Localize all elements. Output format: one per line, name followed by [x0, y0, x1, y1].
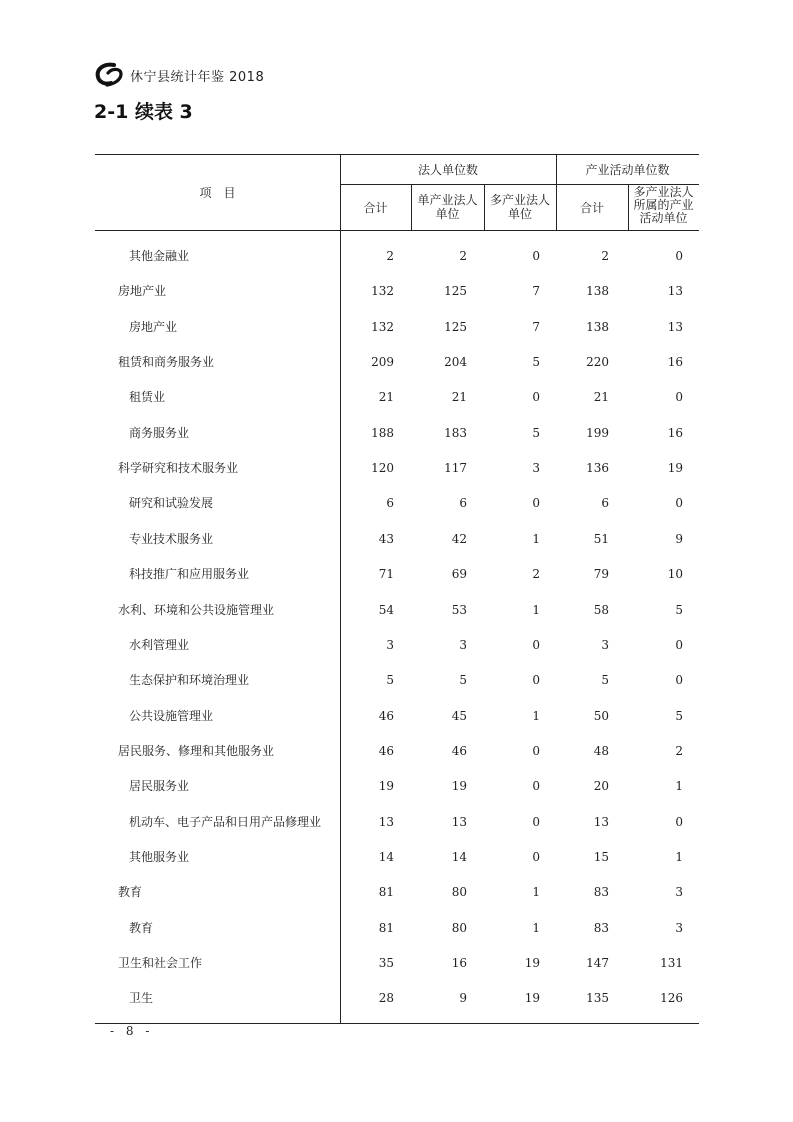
cell-value: 0 — [675, 496, 683, 511]
cell-value: 1 — [532, 531, 540, 546]
cell-value: 0 — [532, 249, 540, 263]
table-row — [95, 281, 699, 301]
cell-value: 120 — [371, 461, 394, 476]
table-title: 2-1 续表 3 — [94, 101, 193, 123]
cell-value: 0 — [532, 390, 540, 405]
cell-value: 0 — [532, 637, 540, 652]
cell-value: 80 — [451, 885, 467, 900]
cell-value: 0 — [532, 779, 540, 794]
table-row — [95, 882, 699, 902]
cell-value: 83 — [593, 885, 609, 900]
cell-value: 183 — [444, 425, 467, 440]
row-label: 机动车、电子产品和日用产品修理业 — [129, 814, 322, 829]
cell-value: 0 — [675, 673, 683, 688]
cell-value: 48 — [593, 743, 609, 758]
multi-industry-activity-header: 多产业法人 所属的产业 活动单位 — [633, 185, 694, 225]
cell-value: 204 — [444, 355, 467, 370]
cell-value: 13 — [593, 814, 609, 829]
cell-value: 9 — [675, 531, 683, 546]
cell-value: 5 — [532, 355, 540, 370]
table-row — [95, 493, 699, 513]
cell-value: 138 — [586, 284, 609, 299]
cell-value: 5 — [675, 708, 683, 723]
book-title: 休宁县统计年鉴 2018 — [130, 69, 265, 85]
table-row — [95, 847, 699, 867]
cell-value: 13 — [667, 319, 683, 334]
cell-value: 21 — [593, 390, 609, 405]
cell-value: 131 — [660, 956, 683, 970]
row-label: 居民服务、修理和其他服务业 — [118, 743, 275, 758]
cell-value: 3 — [386, 637, 394, 652]
table-row — [95, 458, 699, 478]
row-label: 教育 — [118, 885, 143, 900]
table-row — [95, 352, 699, 372]
item-column-header: 项 目 — [199, 186, 236, 200]
cell-value: 5 — [675, 602, 683, 617]
cell-value: 1 — [532, 708, 540, 723]
cell-value: 0 — [532, 496, 540, 511]
row-label: 房地产业 — [118, 284, 167, 299]
cell-value: 16 — [667, 355, 683, 370]
cell-value: 1 — [675, 779, 683, 794]
cell-value: 126 — [660, 991, 683, 1006]
cell-value: 35 — [378, 956, 394, 970]
cell-value: 7 — [532, 284, 540, 299]
cell-value: 5 — [601, 673, 609, 688]
cell-value: 46 — [378, 708, 394, 723]
cell-value: 16 — [451, 956, 467, 970]
table-row — [95, 246, 699, 266]
cell-value: 13 — [378, 814, 394, 829]
cell-value: 2 — [675, 743, 683, 758]
cell-value: 188 — [371, 425, 394, 440]
cell-value: 3 — [601, 637, 609, 652]
cell-value: 51 — [593, 531, 609, 546]
page-number: - 8 - — [110, 1024, 154, 1038]
table-row — [95, 564, 699, 584]
cell-value: 1 — [532, 920, 540, 935]
row-label: 租赁业 — [129, 390, 166, 405]
row-label: 科技推广和应用服务业 — [129, 567, 250, 582]
row-label: 研究和试验发展 — [129, 496, 214, 511]
cell-value: 135 — [586, 991, 609, 1006]
cell-value: 125 — [444, 319, 467, 334]
cell-value: 79 — [593, 567, 609, 582]
table-row — [95, 741, 699, 761]
row-label: 卫生和社会工作 — [118, 956, 203, 970]
cell-value: 1 — [675, 849, 683, 864]
cell-value: 0 — [532, 849, 540, 864]
cell-value: 5 — [386, 673, 394, 688]
table-row — [95, 706, 699, 726]
cell-value: 147 — [586, 956, 609, 970]
row-label: 教育 — [129, 920, 154, 935]
row-label: 水利、环境和公共设施管理业 — [118, 602, 275, 617]
table-row — [95, 776, 699, 796]
cell-value: 3 — [532, 461, 540, 476]
table-row — [95, 317, 699, 337]
cell-value: 117 — [444, 461, 467, 476]
cell-value: 0 — [532, 814, 540, 829]
cell-value: 136 — [586, 461, 609, 476]
row-label: 科学研究和技术服务业 — [118, 461, 239, 476]
row-label: 公共设施管理业 — [129, 708, 214, 723]
cell-value: 3 — [675, 885, 683, 900]
cell-value: 21 — [451, 390, 467, 405]
cell-value: 132 — [371, 284, 394, 299]
cell-value: 2 — [601, 249, 609, 263]
cell-value: 21 — [378, 390, 394, 405]
row-label: 租赁和商务服务业 — [118, 355, 215, 370]
cell-value: 0 — [532, 743, 540, 758]
cell-value: 0 — [675, 637, 683, 652]
cell-value: 43 — [378, 531, 394, 546]
cell-value: 1 — [532, 885, 540, 900]
cell-value: 19 — [667, 461, 683, 476]
cell-value: 71 — [378, 567, 394, 582]
cell-value: 13 — [451, 814, 467, 829]
cell-value: 45 — [451, 708, 467, 723]
row-label: 其他金融业 — [129, 249, 190, 263]
cell-value: 2 — [532, 567, 540, 582]
table-row — [95, 953, 699, 973]
table-row — [95, 812, 699, 832]
cell-value: 138 — [586, 319, 609, 334]
cell-value: 5 — [532, 425, 540, 440]
table-row — [95, 529, 699, 549]
multi-industry-header: 多产业法人 单位 — [489, 193, 550, 221]
cell-value: 5 — [459, 673, 467, 688]
cell-value: 58 — [593, 602, 609, 617]
table-row — [95, 423, 699, 443]
table-row — [95, 918, 699, 938]
table-top-rule — [95, 154, 699, 155]
cell-value: 13 — [667, 284, 683, 299]
running-header — [94, 60, 264, 90]
cell-value: 28 — [378, 991, 394, 1006]
row-label: 水利管理业 — [129, 637, 190, 652]
cell-value: 2 — [386, 249, 394, 263]
cell-value: 125 — [444, 284, 467, 299]
legal-units-group-header: 法人单位数 — [417, 163, 478, 177]
cell-value: 6 — [459, 496, 467, 511]
cell-value: 0 — [675, 249, 683, 263]
activity-total-header: 合计 — [579, 201, 604, 215]
table-header-rule — [95, 230, 699, 231]
cell-value: 6 — [601, 496, 609, 511]
cell-value: 15 — [593, 849, 609, 864]
cell-value: 2 — [459, 249, 467, 263]
row-label: 专业技术服务业 — [129, 531, 214, 546]
table-row — [95, 387, 699, 407]
cell-value: 19 — [524, 956, 540, 970]
table-row — [95, 600, 699, 620]
yearbook-logo-icon — [94, 62, 124, 88]
cell-value: 7 — [532, 319, 540, 334]
cell-value: 14 — [451, 849, 467, 864]
cell-value: 54 — [378, 602, 394, 617]
cell-value: 46 — [378, 743, 394, 758]
row-label: 其他服务业 — [129, 849, 190, 864]
row-label: 卫生 — [129, 991, 154, 1006]
cell-value: 19 — [378, 779, 394, 794]
cell-value: 83 — [593, 920, 609, 935]
cell-value: 9 — [459, 991, 467, 1006]
cell-value: 53 — [451, 602, 467, 617]
table-row — [95, 988, 699, 1008]
cell-value: 6 — [386, 496, 394, 511]
cell-value: 199 — [586, 425, 609, 440]
cell-value: 14 — [378, 849, 394, 864]
cell-value: 81 — [378, 885, 394, 900]
row-label: 商务服务业 — [129, 425, 190, 440]
cell-value: 209 — [371, 355, 394, 370]
row-label: 房地产业 — [129, 319, 178, 334]
cell-value: 46 — [451, 743, 467, 758]
cell-value: 20 — [593, 779, 609, 794]
table-bottom-rule — [95, 1023, 699, 1024]
cell-value: 132 — [371, 319, 394, 334]
cell-value: 16 — [667, 425, 683, 440]
cell-value: 80 — [451, 920, 467, 935]
cell-value: 3 — [459, 637, 467, 652]
table-row — [95, 670, 699, 690]
legal-total-header: 合计 — [363, 201, 388, 215]
cell-value: 1 — [532, 602, 540, 617]
cell-value: 0 — [675, 390, 683, 405]
cell-value: 10 — [667, 567, 683, 582]
cell-value: 19 — [451, 779, 467, 794]
cell-value: 19 — [524, 991, 540, 1006]
cell-value: 220 — [586, 355, 609, 370]
cell-value: 0 — [675, 814, 683, 829]
row-label: 居民服务业 — [129, 779, 190, 794]
cell-value: 50 — [593, 708, 609, 723]
single-industry-header: 单产业法人 单位 — [417, 193, 478, 221]
cell-value: 81 — [378, 920, 394, 935]
cell-value: 69 — [451, 567, 467, 582]
cell-value: 0 — [532, 673, 540, 688]
row-label: 生态保护和环境治理业 — [129, 673, 250, 688]
cell-value: 42 — [451, 531, 467, 546]
cell-value: 3 — [675, 920, 683, 935]
table-row — [95, 635, 699, 655]
activity-units-group-header: 产业活动单位数 — [585, 163, 670, 177]
